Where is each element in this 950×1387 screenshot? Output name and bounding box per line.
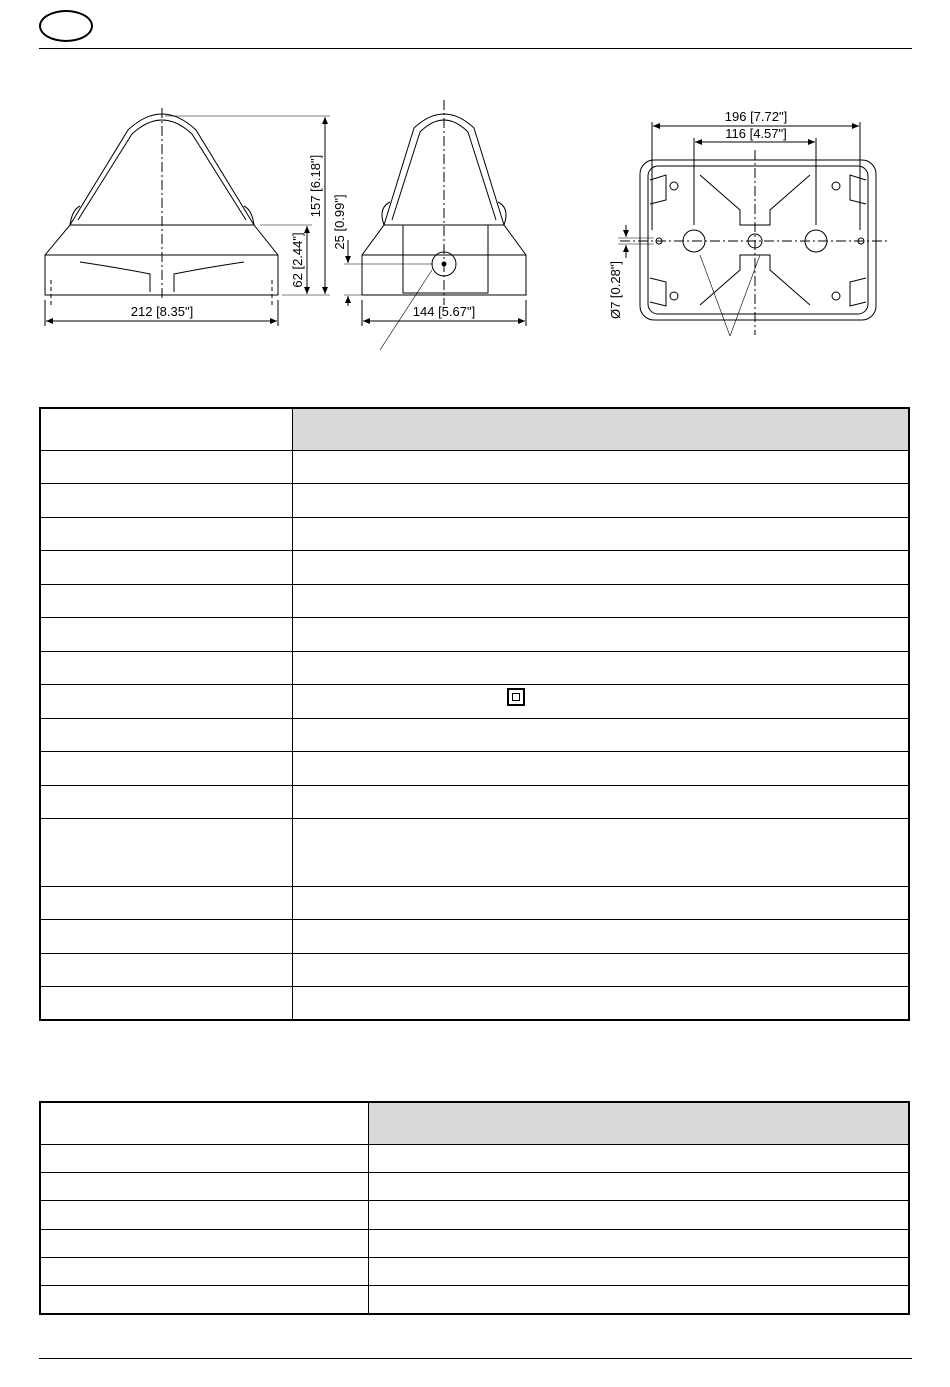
table-cell	[368, 1200, 909, 1229]
table-row	[40, 1257, 909, 1285]
table-cell	[292, 617, 909, 651]
front-view	[45, 108, 330, 326]
table-cell	[40, 550, 292, 584]
table-row	[40, 986, 909, 1020]
table-cell	[368, 1229, 909, 1257]
table-cell	[292, 517, 909, 550]
table-row	[40, 550, 909, 584]
table-row	[40, 517, 909, 550]
bottom-inner-span-label: 116 [4.57"]	[725, 126, 787, 141]
dimension-drawings	[0, 0, 950, 360]
table-cell	[40, 1200, 368, 1229]
table-cell	[292, 718, 909, 751]
table-cell	[40, 483, 292, 517]
table-cell	[292, 550, 909, 584]
table-row	[40, 785, 909, 818]
table-header-cell	[368, 1102, 909, 1144]
table-cell	[40, 1257, 368, 1285]
table-cell	[368, 1172, 909, 1200]
table-cell	[292, 886, 909, 919]
table-cell	[40, 450, 292, 483]
table-cell	[40, 408, 292, 450]
table-cell	[368, 1257, 909, 1285]
table-row	[40, 751, 909, 785]
bottom-hole-label: Ø7 [0.28"]	[608, 260, 623, 320]
table-cell	[40, 1102, 368, 1144]
spec-table-2	[39, 1101, 910, 1315]
front-width-label: 212 [8.35"]	[130, 304, 194, 319]
table-row	[40, 408, 909, 450]
table-cell	[292, 785, 909, 818]
table-cell	[40, 1172, 368, 1200]
table-cell	[40, 584, 292, 617]
table-cell	[40, 919, 292, 953]
table-row	[40, 919, 909, 953]
table-row	[40, 818, 909, 886]
table-cell	[40, 751, 292, 785]
table-cell	[40, 986, 292, 1020]
table-cell	[40, 1285, 368, 1314]
double-insulation-icon	[507, 688, 525, 706]
table-cell	[368, 1285, 909, 1314]
table-cell	[292, 986, 909, 1020]
table-row	[40, 483, 909, 517]
table-cell	[292, 584, 909, 617]
table-cell	[292, 919, 909, 953]
table-row	[40, 617, 909, 651]
table-cell	[40, 886, 292, 919]
table-row	[40, 1144, 909, 1172]
table-cell	[292, 450, 909, 483]
table-cell	[40, 651, 292, 684]
table-cell	[292, 651, 909, 684]
bottom-outer-span-label: 196 [7.72"]	[724, 109, 788, 124]
front-height-total-label: 157 [6.18"]	[308, 154, 323, 218]
side-width-label: 144 [5.67"]	[412, 304, 476, 319]
table-row	[40, 1102, 909, 1144]
table-row	[40, 953, 909, 986]
table-cell	[368, 1144, 909, 1172]
table-cell	[40, 718, 292, 751]
table-row	[40, 886, 909, 919]
table-row	[40, 450, 909, 483]
table-cell	[40, 1229, 368, 1257]
table-row	[40, 684, 909, 718]
table-header-cell	[292, 408, 909, 450]
side-offset-label: 25 [0.99"]	[332, 194, 347, 250]
table-cell	[40, 953, 292, 986]
table-row	[40, 718, 909, 751]
table-row	[40, 584, 909, 617]
bottom-view	[618, 122, 890, 336]
table-cell	[292, 483, 909, 517]
table-cell	[40, 684, 292, 718]
table-cell	[292, 684, 909, 718]
table-row	[40, 1229, 909, 1257]
front-height-base-label: 62 [2.44"]	[290, 232, 305, 288]
footer-rule	[39, 1358, 912, 1359]
table-row	[40, 1285, 909, 1314]
table-cell	[40, 785, 292, 818]
table-cell	[40, 517, 292, 550]
table-cell	[40, 617, 292, 651]
table-row	[40, 651, 909, 684]
table-cell	[292, 818, 909, 886]
table-row	[40, 1172, 909, 1200]
table-cell	[40, 818, 292, 886]
table-row	[40, 1200, 909, 1229]
table-cell	[292, 751, 909, 785]
table-cell	[40, 1144, 368, 1172]
spec-table-1	[39, 407, 910, 1021]
table-cell	[292, 953, 909, 986]
